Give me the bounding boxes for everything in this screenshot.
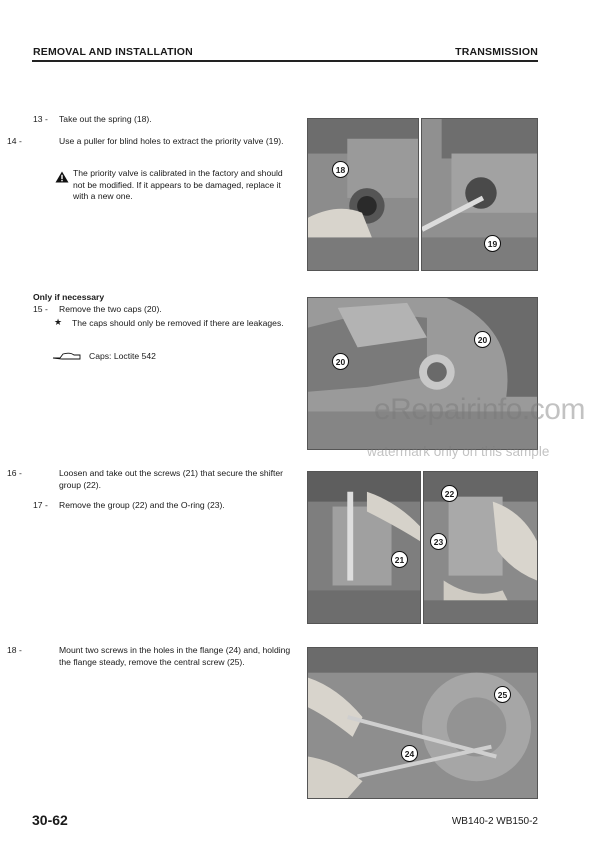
watermark-brand: eRepairinfo.com [374, 393, 585, 426]
watermark-note: watermark only on this sample [367, 444, 550, 459]
header-rule [32, 60, 538, 62]
step-13-text: Take out the spring (18). [59, 114, 152, 124]
callout-19: 19 [484, 235, 501, 252]
photo-flange-screw-removal [307, 647, 538, 799]
callout-20-left: 20 [332, 353, 349, 370]
page-number: 30-62 [32, 812, 68, 828]
chapter-title: TRANSMISSION [455, 46, 538, 58]
loctite-text: Caps: Loctite 542 [89, 351, 156, 361]
step-18-text: Mount two screws in the holes in the flange (24) and, holding the flange steady, remove the central screw (25). [59, 645, 291, 667]
photo-group-removal [423, 471, 538, 624]
loctite-bottle-icon [52, 350, 82, 362]
step-14 [7, 136, 291, 148]
photo-caps-removal [307, 297, 538, 450]
only-if-necessary-heading: Only if necessary [33, 292, 105, 302]
step-13-number: 13 - [33, 114, 48, 124]
step-15-text: Remove the two caps (20). [59, 304, 162, 314]
warning-triangle-icon [55, 171, 69, 183]
step-17-number: 17 - [33, 500, 48, 510]
step-16-text: Loosen and take out the screws (21) that secure the shifter group (22). [59, 468, 284, 490]
step-16-number: 16 - [7, 468, 22, 478]
callout-23: 23 [430, 533, 447, 550]
star-icon: ★ [54, 317, 63, 327]
photo-valve-extraction [421, 118, 538, 271]
step-14-text: Use a puller for blind holes to extract the priority valve (19). [59, 136, 284, 146]
step-15-number: 15 - [33, 304, 48, 314]
callout-24: 24 [401, 745, 418, 762]
step-18 [7, 645, 291, 668]
callout-25: 25 [494, 686, 511, 703]
callout-21: 21 [391, 551, 408, 568]
callout-18: 18 [332, 161, 349, 178]
step-18-number: 18 - [7, 645, 22, 655]
photo-screws-removal [307, 471, 421, 624]
step-16 [7, 468, 291, 491]
callout-22: 22 [441, 485, 458, 502]
step-14-number: 14 - [7, 136, 22, 146]
warning-text: The priority valve is calibrated in the factory and should not be modified. If it appears to be damaged, replace it with a new one. [73, 168, 283, 202]
callout-20-right: 20 [474, 331, 491, 348]
note-15-text: The caps should only be removed if there are leakages. [72, 318, 284, 328]
step-17-text: Remove the group (22) and the O-ring (23). [59, 500, 225, 510]
step-13 [33, 114, 288, 126]
step-15 [33, 304, 288, 316]
photo-spring-removal [307, 118, 419, 271]
section-title: REMOVAL AND INSTALLATION [33, 46, 193, 58]
model-numbers: WB140-2 WB150-2 [451, 816, 538, 827]
step-17 [33, 500, 288, 512]
